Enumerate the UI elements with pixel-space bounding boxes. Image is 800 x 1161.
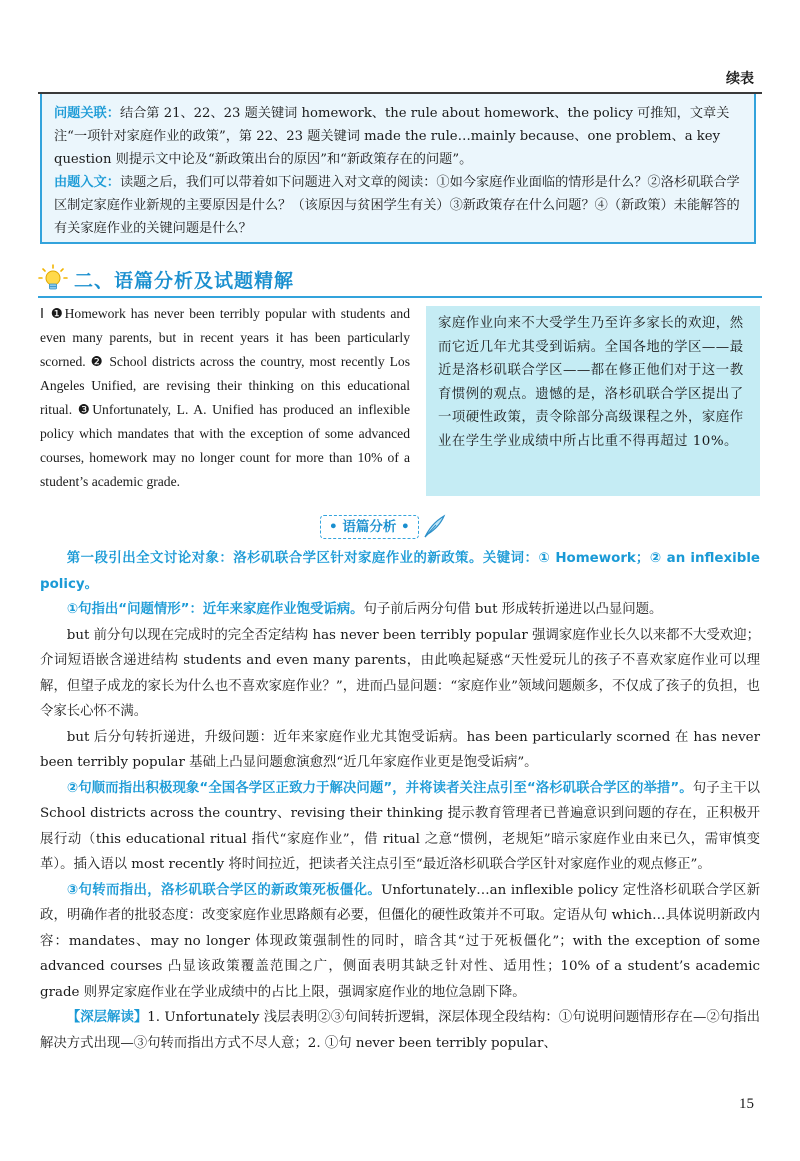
paragraph-number: Ⅰ [40, 306, 46, 321]
sentence-1-detail: 句子前后两分句借 but 形成转折递进以凸显问题。 [363, 602, 663, 617]
analysis-but-before: but 前分句以现在完成时的完全否定结构 has never been terribly popular 强调家庭作业长久以来都不大受欢迎；介词短语嵌含递进结构 students and even many parents，由此唤起疑惑“天性爱玩儿的孩子不喜欢家庭作业可以理解，但望子成龙的家长为什么也不喜欢家庭作业？”，进而凸显问题：“家庭作业”领域问题颇多，不仅成了孩子的负担，也令家长心怀不满。 [40, 627, 760, 719]
question-link-box [40, 94, 756, 244]
quill-icon [421, 514, 447, 540]
sentence-2-detail: 句子主干以 School districts across the country、revising their thinking 提示教育管理者已普遍意识到问题的存在，正积极开展行动（this educational ritual 指代“家庭作业”，借 ritual 之意“惯例，老规矩”暗示家庭作业由来已久，需审慎变革）。插入语以 most recently 将时间拉近，把读者关注点引至“最近洛杉矶联合学区针对家庭作业的观点修正”。 [40, 780, 761, 872]
deep-reading [40, 1005, 760, 1056]
continued-table-label: 续表 [726, 71, 754, 87]
question-link-text: 结合第 21、22、23 题关键词 homework、the rule about homework、the policy 可推知，文章关注“一项针对家庭作业的政策”，第 22、23 题关键词 made the rule…mainly because、one problem、a key question 则提示文中论及“新政策出台的原因”和“新政策存在的问题”。 [54, 106, 730, 167]
analysis-intro-text: 第一段引出全文讨论对象：洛杉矶联合学区针对家庭作业的新政策。关键词：① Homework；② an inflexible policy。 [40, 551, 760, 592]
analysis-intro [40, 546, 760, 597]
analysis-body [40, 546, 760, 1056]
sentence-2: School districts across the country, most recently Los Angeles Unified, are revising their thinking on this educational ritual. [40, 354, 410, 417]
deep-reading-label: 【深层解读】 [66, 1010, 148, 1025]
analysis-heading [320, 514, 447, 540]
analysis-sentence-2 [40, 776, 760, 878]
sentence-3: Unfortunately, L. A. Unified has produced an inflexible policy which mandates that with the exception of some advanced courses, homework may no longer count for more than 10% of a student’s academic grade. [40, 402, 410, 489]
sentence-1-point: ①句指出“问题情形”：近年来家庭作业饱受诟病。 [66, 602, 364, 617]
page-number: 15 [739, 1096, 754, 1112]
deep-reading-text: 1. Unfortunately 浅层表明②③句间转折逻辑，深层体现全段结构：①句说明问题情形存在—②句指出解决方式出现—③句转而指出方式不尽人意；2. ①句 never been terribly popular、 [40, 1010, 760, 1051]
question-link-label: 问题关联： [54, 106, 120, 121]
analysis-heading-label: • 语篇分析 • [320, 515, 419, 539]
sentence-3-point: ③句转而指出，洛杉矶联合学区的新政策死板僵化。 [66, 882, 382, 898]
reading-guide-label: 由题入文： [54, 175, 120, 190]
english-passage [40, 302, 410, 494]
sentence-2-marker: ❷ [90, 354, 105, 369]
analysis-sentence-3 [40, 878, 760, 1006]
sentence-1-marker: ❶ [50, 306, 65, 321]
sentence-2-point: ②句顺而指出积极现象“全国各学区正致力于解决问题”，并将读者关注点引至“洛杉矶联合学区的举措”。 [66, 780, 693, 796]
lightbulb-icon [38, 264, 68, 294]
sentence-3-marker: ❸ [77, 402, 93, 417]
section-title-bar [38, 262, 762, 298]
section-title: 二、语篇分析及试题精解 [74, 270, 295, 292]
chinese-translation: 家庭作业向来不大受学生乃至许多家长的欢迎，然而它近几年尤其受到诟病。全国各地的学区——最近是洛杉矶联合学区——都在修正他们对于这一教育惯例的观点。遗憾的是，洛杉矶联合学区提出了一项硬性政策，责令除部分高级课程之外，家庭作业在学生学业成绩中所占比重不得再超过 10%。 [426, 306, 760, 496]
sentence-1: Homework has never been terribly popular with students and even many parents, but in recent years it has been particularly scorned. [40, 306, 410, 369]
sentence-3-detail: Unfortunately…an inflexible policy 定性洛杉矶联合学区新政，明确作者的批驳态度：改变家庭作业思路颇有必要，但僵化的硬性政策并不可取。定语从句 which…具体说明新政内容：mandates、may no longer 体现政策强制性的同时，暗含其“过于死板僵化”；with the exception of some advanced courses 凸显该政策覆盖范围之广，侧面表明其缺乏针对性、适用性；10% of a student’s academic grade 则界定家庭作业在学业成绩中的占比上限，强调家庭作业的地位急剧下降。 [40, 882, 760, 1000]
analysis-but-after: but 后分句转折递进，升级问题：近年来家庭作业尤其饱受诟病。has been particularly scorned 在 has never been terribly popular 基础上凸显问题愈演愈烈“近几年家庭作业更是饱受诟病”。 [40, 729, 760, 770]
analysis-sentence-1 [40, 597, 760, 623]
reading-guide-text: 读题之后，我们可以带着如下问题进入对文章的阅读：①如今家庭作业面临的情形是什么？②洛杉矶联合学区制定家庭作业新规的主要原因是什么？（该原因与贫困学生有关）③新政策存在什么问题？④（新政策）未能解答的有关家庭作业的关键问题是什么？ [54, 175, 740, 236]
